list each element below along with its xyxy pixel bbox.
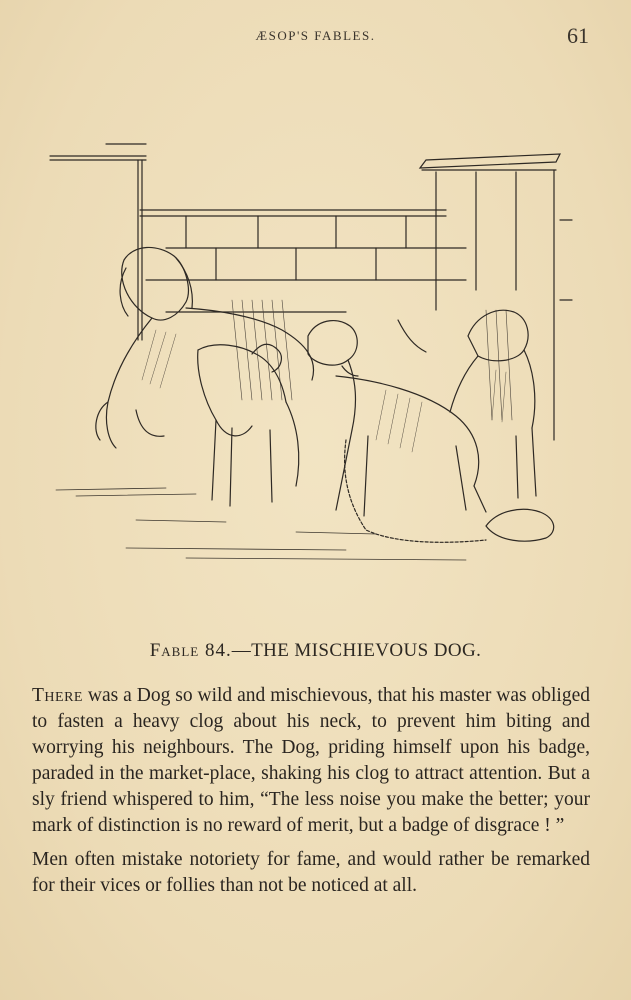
fable-text (32, 683, 590, 899)
fable-paragraph (32, 683, 590, 839)
running-title: ÆSOP'S FABLES. (255, 28, 376, 43)
page-number: 61 (567, 23, 589, 48)
dogs-engraving-icon (46, 140, 586, 570)
paragraph-text: was a Dog so wild and mischievous, that his master was obliged to fasten a heavy clog about his neck, to prevent him biting and worrying his neighbours. The Dog, priding himself upon his badge, paraded in the market-place, shaking his clog to attract attention. But a sly friend whispered to him, “The less noise you make the better; your mark of distinction is no reward of merit, but a badge of disgrace ! ” (32, 685, 590, 836)
fable-number: Fable 84. (149, 640, 232, 661)
lead-word: There (32, 685, 83, 706)
running-head (0, 22, 631, 52)
fable-heading (0, 640, 631, 662)
moral-paragraph: Men often mistake notoriety for fame, and would rather be remarked for their vices or follies than not be noticed at all. (32, 849, 590, 896)
fable-title: —THE MISCHIEVOUS DOG. (231, 640, 482, 661)
